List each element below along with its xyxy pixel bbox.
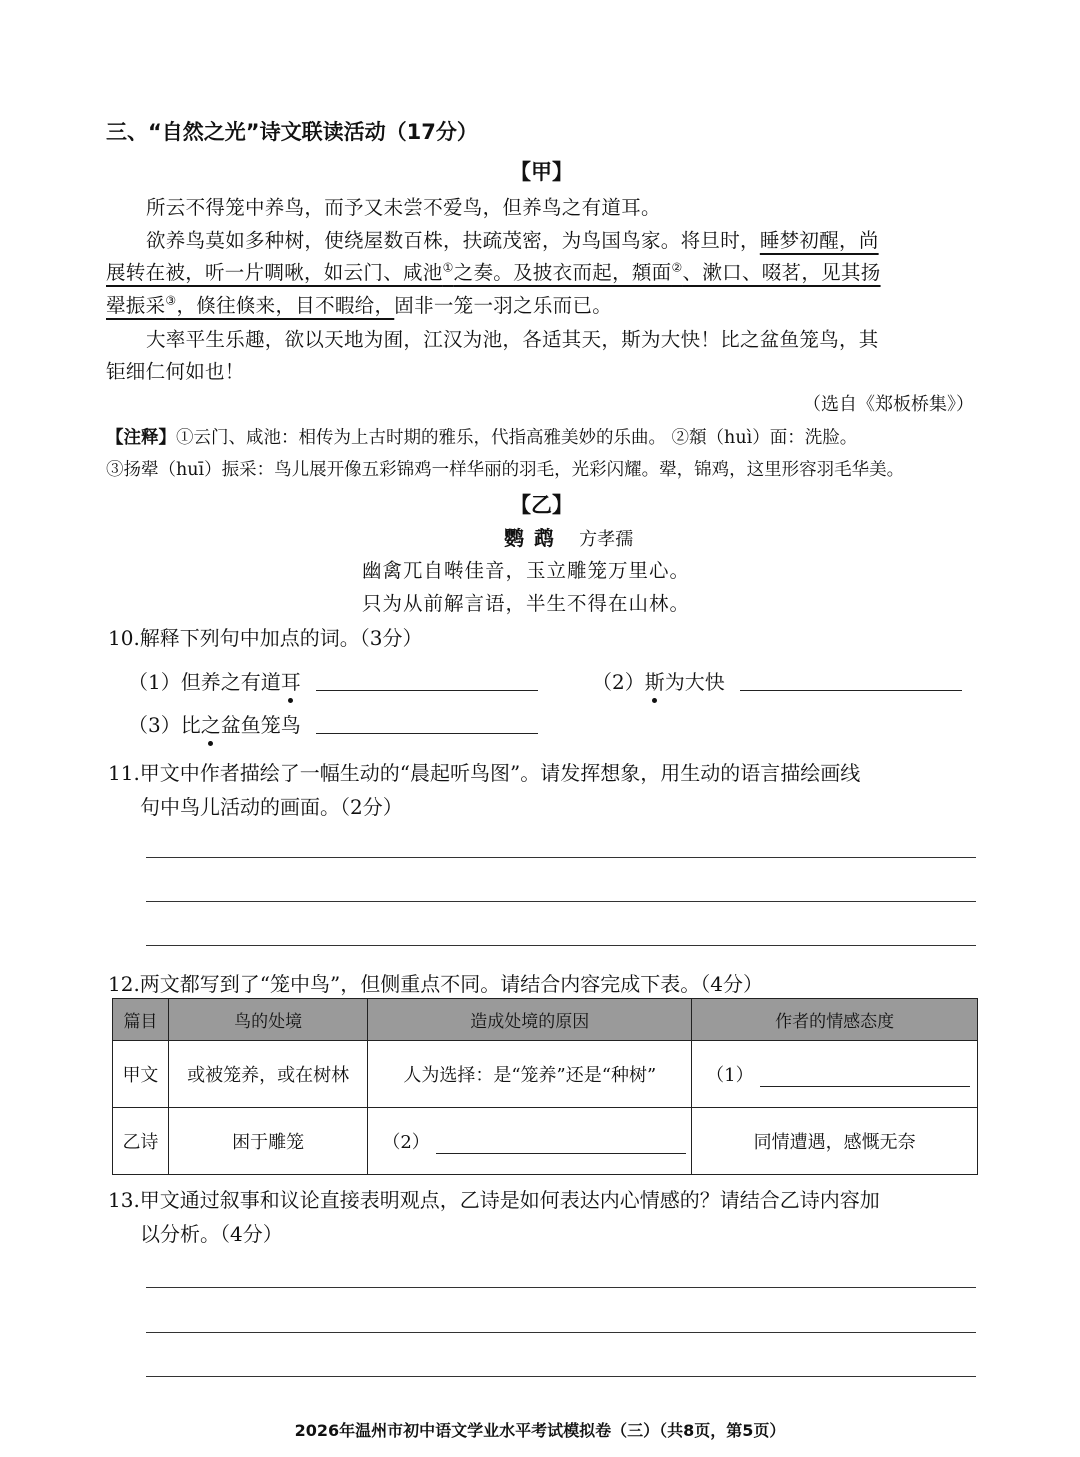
q10-item-3: （3）比之盆鱼笼鸟 [128, 713, 301, 737]
question-10-stem: 10.解释下列句中加点的词。（3分） [108, 626, 423, 650]
poem-author: 方孝孺 [579, 529, 634, 550]
passage-a-heading: 【甲】 [510, 160, 573, 184]
question-11-line-1: 11.甲文中作者描绘了一幅生动的“晨起听鸟图”。请发挥想象，用生动的语言描绘画线 [108, 761, 861, 785]
q13-answer-line-3[interactable] [146, 1376, 976, 1377]
q10-answer-blank-3[interactable] [316, 733, 538, 734]
passage-a-line-6: 钜细仁何如也！ [106, 360, 245, 383]
q13-answer-line-2[interactable] [146, 1332, 976, 1333]
section-title: 三、“自然之光”诗文联读活动（17分） [106, 120, 478, 144]
poem-line-1: 幽禽兀自啭佳音，玉立雕笼万里心。 [362, 559, 691, 582]
poem-title: 鹦鹉 [504, 526, 564, 550]
table-row [113, 1108, 978, 1175]
q10-item-2: （2）斯为大快 [592, 670, 725, 694]
q11-answer-line-1[interactable] [146, 857, 976, 858]
passage-b-heading: 【乙】 [510, 493, 573, 517]
q12-table [112, 998, 978, 1175]
table-cell: 乙诗 [113, 1108, 169, 1175]
table-header-cell: 作者的情感态度 [692, 999, 978, 1041]
passage-a-line-3: 展转在被，听一片啁啾，如云门、咸池①之奏。及披衣而起，頮面②、漱口、啜茗，见其扬 [106, 260, 881, 284]
page-footer: 2026年温州市初中语文学业水平考试模拟卷（三）（共8页，第5页） [294, 1421, 786, 1440]
underlined-sentence: 睡梦初醒，尚 [759, 229, 879, 252]
q13-answer-line-1[interactable] [146, 1287, 976, 1288]
table-cell: 或被笼养，或在树林 [168, 1041, 367, 1108]
q11-answer-line-3[interactable] [146, 945, 976, 946]
poem-line-2: 只为从前解言语，半生不得在山林。 [362, 592, 691, 615]
table-header-cell: 鸟的处境 [168, 999, 367, 1041]
passage-a-line-2: 欲养鸟莫如多种树，使绕屋数百株，扶疏茂密，为鸟国鸟家。将旦时，睡梦初醒，尚 [146, 229, 879, 252]
poem-title-row [504, 522, 633, 551]
passage-a-source: （选自《郑板桥集》） [803, 394, 974, 415]
table-cell: 人为选择：是“笼养”还是“种树” [368, 1041, 692, 1108]
table-answer-blank-1[interactable] [760, 1085, 970, 1087]
q10-answer-blank-1[interactable] [316, 690, 538, 691]
q10-item-1: （1）但养之有道耳 [128, 670, 301, 694]
passage-a-line-5: 大率平生乐趣，欲以天地为囿，江汉为池，各适其天，斯为大快！比之盆鱼笼鸟，其 [146, 328, 879, 351]
table-header-cell: 篇目 [113, 999, 169, 1041]
table-cell-answer-1[interactable]: （1） [692, 1041, 978, 1108]
table-row [113, 1041, 978, 1108]
table-cell-answer-2[interactable]: （2） [368, 1108, 692, 1175]
passage-a-line-4: 翚振采③，倏往倏来，目不暇给，固非一笼一羽之乐而已。 [106, 293, 613, 317]
table-answer-blank-2[interactable] [436, 1152, 686, 1154]
table-cell: 困于雕笼 [168, 1108, 367, 1175]
passage-a-line-1: 所云不得笼中养鸟，而予又未尝不爱鸟，但养鸟之有道耳。 [146, 196, 661, 219]
question-12-stem: 12.两文都写到了“笼中鸟”，但侧重点不同。请结合内容完成下表。（4分） [108, 972, 763, 996]
q11-answer-line-2[interactable] [146, 901, 976, 902]
question-13-line-2: 以分析。（4分） [140, 1222, 283, 1246]
table-cell: 同情遭遇，感慨无奈 [692, 1108, 978, 1175]
notes-line-1: 【注释】①云门、咸池：相传为上古时期的雅乐，代指高雅美妙的乐曲。 ②頮（huì）面：洗脸。 [106, 428, 858, 448]
table-cell: 甲文 [113, 1041, 169, 1108]
q10-answer-blank-2[interactable] [740, 690, 962, 691]
table-header-row [113, 999, 978, 1041]
notes-label: 【注释】 [106, 428, 176, 448]
table-header-cell: 造成处境的原因 [368, 999, 692, 1041]
question-13-line-1: 13.甲文通过叙事和议论直接表明观点，乙诗是如何表达内心情感的？请结合乙诗内容加 [108, 1188, 880, 1212]
question-11-line-2: 句中鸟儿活动的画面。（2分） [140, 795, 403, 819]
notes-line-2: ③扬翚（huī）振采：鸟儿展开像五彩锦鸡一样华丽的羽毛，光彩闪耀。翚，锦鸡，这里形容羽毛华美。 [106, 460, 905, 480]
